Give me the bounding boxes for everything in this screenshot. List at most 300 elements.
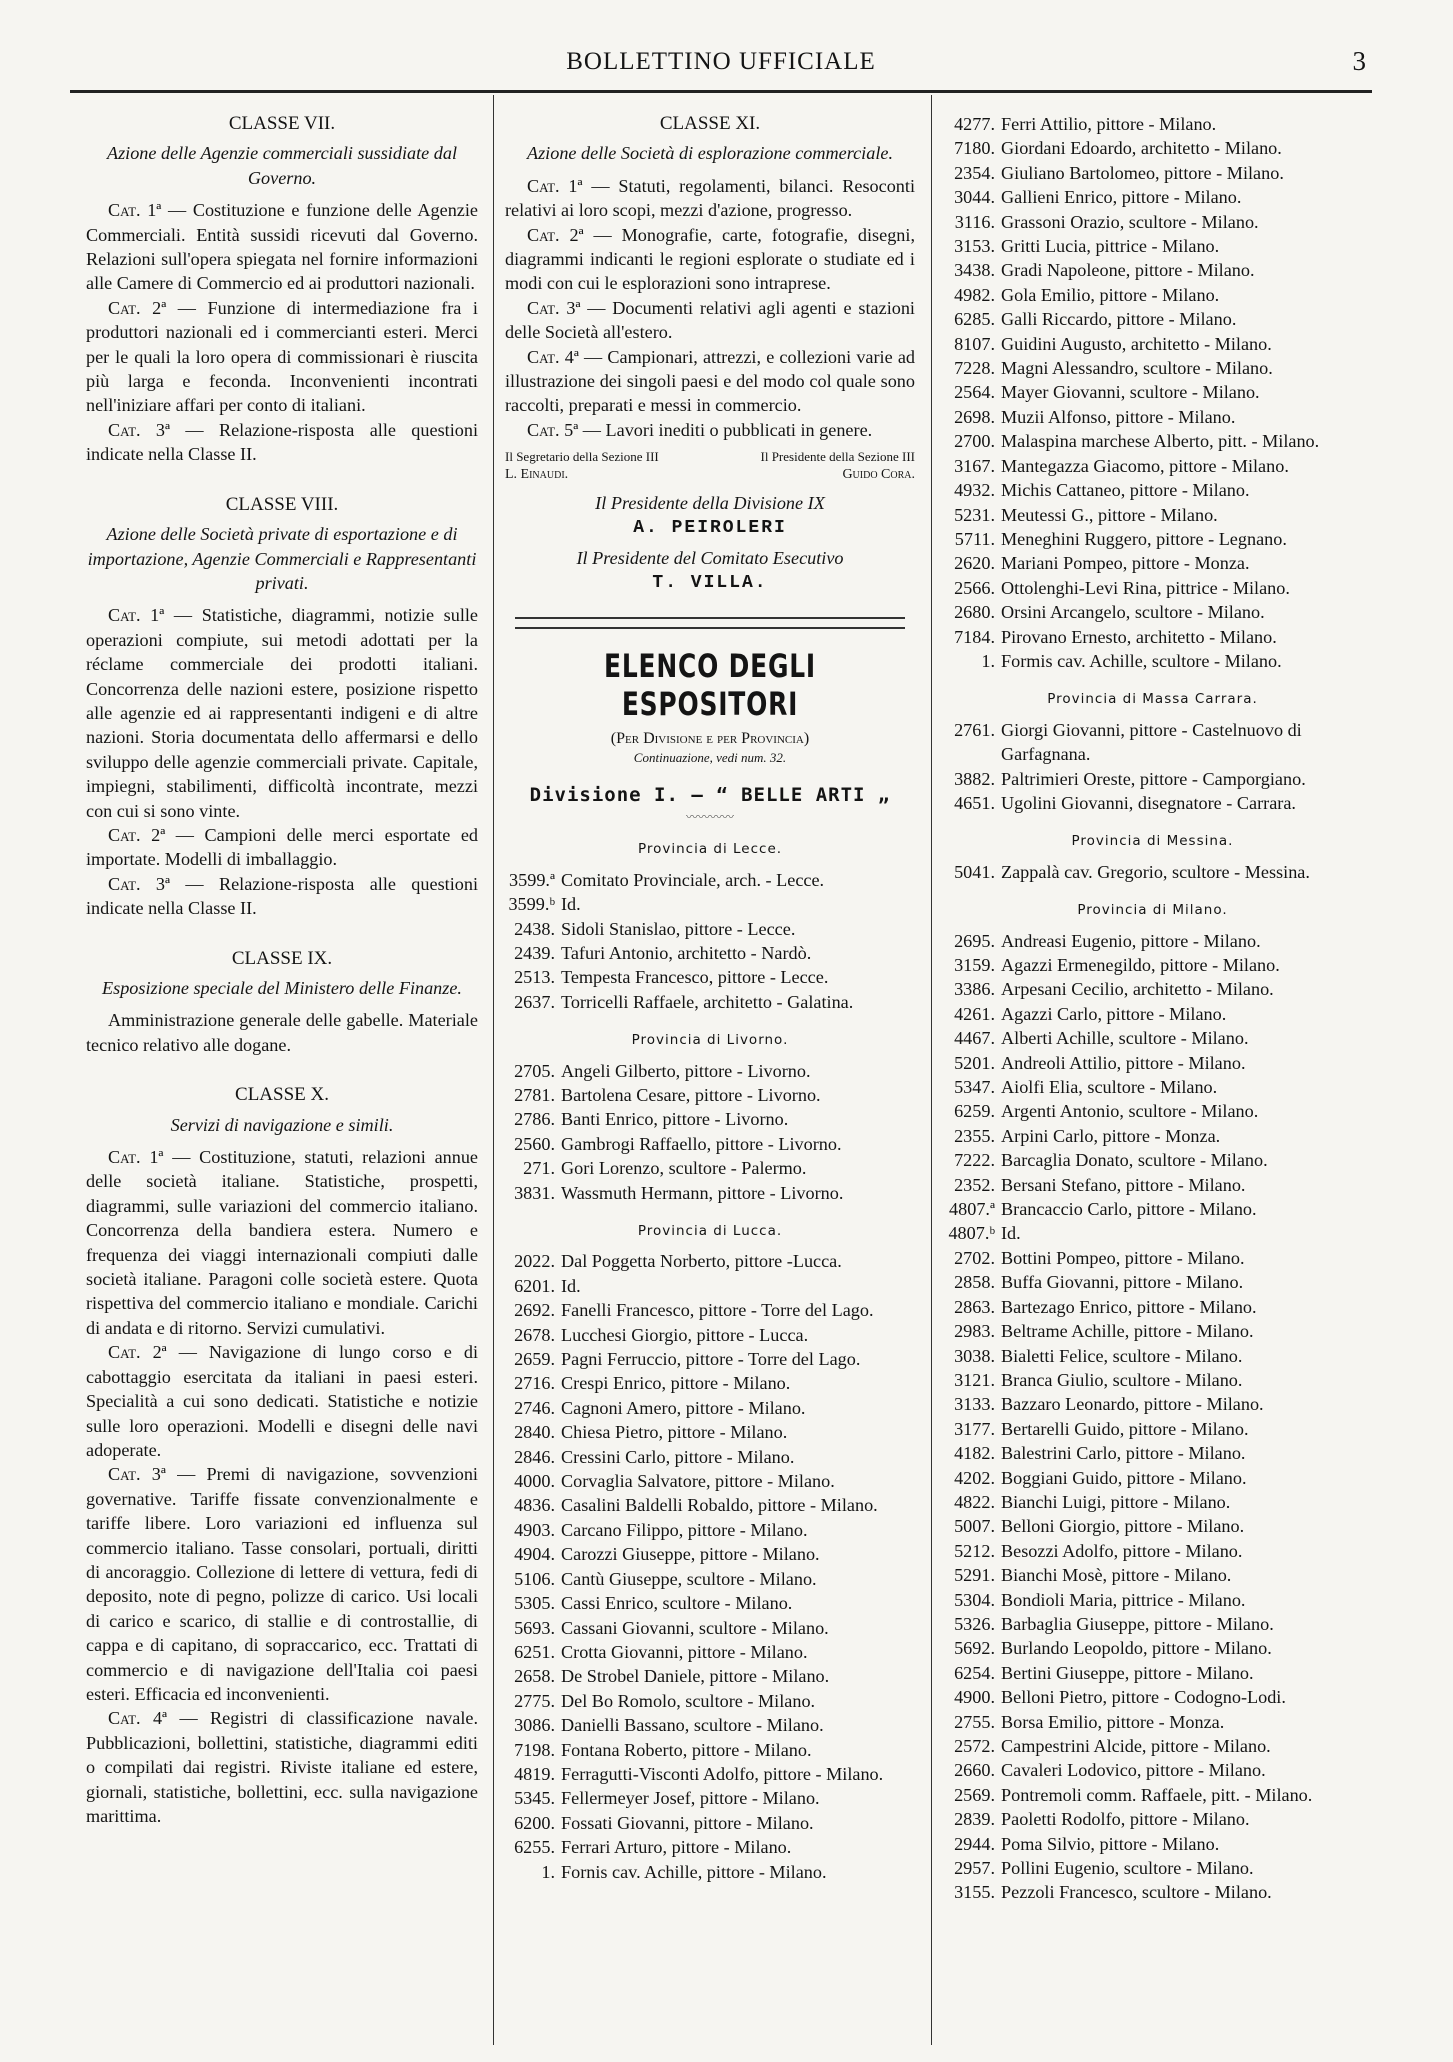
exhibitor-number: 2702. (954, 1247, 995, 1268)
exhibitor-text: Malaspina marchese Alberto, pitt. - Milano. (1001, 431, 1320, 452)
exhibitor-text: Giorgi Giovanni, pittore - Castelnuovo di (1001, 719, 1302, 740)
exhibitor-number: 4182. (954, 1443, 995, 1464)
exhibitor-text: Michis Cattaneo, pittore - Milano. (1001, 480, 1250, 501)
paragraph-text: — Documenti relativi agli agenti e stazioni delle Società all'estero. (505, 297, 915, 343)
exhibitor-entry (945, 185, 1360, 209)
exhibitor-entry (505, 1542, 915, 1566)
exhibitor-text: Mantegazza Giacomo, pittore - Milano. (1001, 455, 1289, 476)
column-divider (493, 95, 494, 2045)
exhibitor-number: 4000. (514, 1471, 555, 1492)
exhibitor-number: 2716. (514, 1373, 555, 1394)
exhibitor-number: 2569. (954, 1784, 995, 1805)
exhibitor-number: 1. (981, 650, 995, 671)
exhibitor-entry (505, 1786, 915, 1810)
exhibitor-entry (505, 941, 915, 965)
paragraph-text: — Relazione-risposta alle questioni indicate nella Classe II. (86, 419, 478, 465)
exhibitor-number: 3044. (954, 187, 995, 208)
paragraph-text: — Monografie, carte, fotografie, disegni, diagrammi indicanti le regioni esplorate o studiate ed i modi con cui le esplorazioni sono intraprese. (505, 224, 915, 294)
exhibitor-number: 2678. (514, 1324, 555, 1345)
exhibitor-entry (505, 1323, 915, 1347)
division-president-name: A. PEIROLERI (633, 517, 787, 538)
exhibitor-number: 4903. (514, 1519, 555, 1540)
exhibitor-entry (945, 332, 1360, 356)
exhibitor-text: Bersani Stefano, pittore - Milano. (1001, 1174, 1246, 1195)
paragraph-text: — Navigazione di lungo corso e di cabottaggio esercitata da italiani in paesi esteri. Specialità a cui sono dedicati. Statistiche e notizie sulle loro operazioni. Modelli e disegni delle navi adoperate. (86, 1342, 478, 1460)
exhibitor-number: 6200. (514, 1812, 555, 1833)
exhibitor-number: 4900. (954, 1687, 995, 1708)
exhibitor-number: 7228. (954, 358, 995, 379)
exhibitor-number: 2781. (514, 1084, 555, 1105)
exhibitor-text: Formis cav. Achille, scultore - Milano. (1001, 650, 1282, 671)
category-label: Cat. 1ª (108, 605, 165, 626)
exhibitor-entry (945, 478, 1360, 502)
exhibitor-text: Torricelli Raffaele, architetto - Galatina. (561, 991, 854, 1012)
column-left (86, 112, 478, 1828)
exhibitor-number: 5041. (954, 861, 995, 882)
exhibitor-entry (945, 1002, 1360, 1026)
section-title: CLASSE IX. (231, 947, 333, 969)
exhibitor-number: 3599.ᵇ (508, 894, 555, 915)
exhibitor-text: Ferri Attilio, pittore - Milano. (1001, 114, 1217, 134)
exhibitor-entry (505, 1640, 915, 1664)
exhibitor-text: Lucchesi Giorgio, pittore - Lucca. (561, 1324, 809, 1345)
exhibitor-number: 3086. (514, 1715, 555, 1736)
exhibitor-entry (945, 1026, 1360, 1050)
exhibitor-number: 6285. (954, 309, 995, 330)
exhibitor-text: Muzii Alfonso, pittore - Milano. (1001, 406, 1236, 427)
exhibitor-text: Boggiani Guido, pittore - Milano. (1001, 1467, 1247, 1488)
paragraph (505, 296, 915, 345)
exhibitor-number: 2692. (514, 1300, 555, 1321)
exhibitor-number: 2620. (954, 553, 995, 574)
exhibitor-text: Cressini Carlo, pittore - Milano. (561, 1446, 795, 1467)
paragraph (86, 418, 478, 467)
exhibitor-entry (945, 791, 1360, 815)
section-subtitle: Esposizione speciale del Ministero delle Finanze. (102, 978, 462, 998)
exhibitor-text: Del Bo Romolo, scultore - Milano. (561, 1690, 816, 1711)
exhibitor-number: 4261. (954, 1003, 995, 1024)
exhibitor-entry (945, 1710, 1360, 1734)
exhibitor-entry (505, 1181, 915, 1205)
exhibitor-list (505, 1059, 915, 1205)
exhibitor-number: 1. (541, 1861, 555, 1882)
exhibitor-entry (505, 1371, 915, 1395)
exhibitor-entry (945, 1588, 1360, 1612)
paragraph (86, 603, 478, 823)
exhibitor-entry (945, 1661, 1360, 1685)
exhibitor-number: 7198. (514, 1739, 555, 1760)
category-label: Cat. 3ª (527, 297, 581, 318)
exhibitor-number: 6201. (514, 1275, 555, 1296)
exhibitor-text: Crotta Giovanni, pittore - Milano. (561, 1641, 808, 1662)
exhibitor-text: Beltrame Achille, pittore - Milano. (1001, 1321, 1254, 1342)
exhibitor-text: Mariani Pompeo, pittore - Monza. (1001, 553, 1250, 574)
exhibitor-entry (945, 1466, 1360, 1490)
exhibitor-entry (505, 1567, 915, 1591)
exhibitor-text: Mayer Giovanni, scultore - Milano. (1001, 382, 1260, 403)
decorative-rule (515, 617, 905, 629)
exhibitor-entry (505, 1274, 915, 1298)
exhibitor-text: Pezzoli Francesco, scultore - Milano. (1001, 1882, 1272, 1903)
exhibitor-text: Buffa Giovanni, pittore - Milano. (1001, 1272, 1244, 1293)
exhibitor-entry (945, 503, 1360, 527)
exhibitor-text: Fontana Roberto, pittore - Milano. (561, 1739, 812, 1760)
exhibitor-text: Id. (1001, 1223, 1021, 1244)
exhibitor-text: Banti Enrico, pittore - Livorno. (561, 1109, 789, 1130)
exhibitor-number: 2660. (954, 1760, 995, 1781)
exhibitor-number: 2560. (514, 1133, 555, 1154)
exhibitor-number: 3438. (954, 260, 995, 281)
exhibitor-number: 5304. (954, 1589, 995, 1610)
exhibitor-number: 2355. (954, 1125, 995, 1146)
exhibitor-text: Pagni Ferruccio, pittore - Torre del Lago. (561, 1349, 861, 1370)
exhibitor-text: Gori Lorenzo, scultore - Palermo. (561, 1158, 807, 1179)
exhibitor-list (505, 868, 915, 1014)
exhibitor-entry (505, 917, 915, 941)
exhibitor-number: 3133. (954, 1394, 995, 1415)
paragraph-text: — Campioni delle merci esportate ed importate. Modelli di imballaggio. (86, 824, 478, 870)
exhibitor-number: 5291. (954, 1565, 995, 1586)
exhibitor-entry (945, 1441, 1360, 1465)
exhibitor-entry (945, 112, 1360, 136)
exhibitor-text: De Strobel Daniele, pittore - Milano. (561, 1666, 830, 1687)
exhibitor-entry (945, 1612, 1360, 1636)
exhibitor-number: 2680. (954, 602, 995, 623)
exhibitor-number: 6251. (514, 1641, 555, 1662)
exhibitor-text: Poma Silvio, pittore - Milano. (1001, 1833, 1220, 1854)
paragraph (86, 1462, 478, 1706)
exhibitor-entry (945, 929, 1360, 953)
exhibitor-entry (945, 454, 1360, 478)
category-label: Cat. 3ª (108, 873, 171, 894)
exhibitor-text: Besozzi Adolfo, pittore - Milano. (1001, 1540, 1243, 1561)
exhibitor-text: Fossati Giovanni, pittore - Milano. (561, 1812, 814, 1833)
province-heading: Provincia di Massa Carrara. (1047, 691, 1258, 708)
exhibitor-text: Balestrini Carlo, pittore - Milano. (1001, 1443, 1246, 1464)
exhibitor-entry (945, 1344, 1360, 1368)
exhibitor-text: Aiolfi Elia, scultore - Milano. (1001, 1077, 1218, 1098)
exhibitor-entry (945, 576, 1360, 600)
exhibitor-number: 4904. (514, 1544, 555, 1565)
exhibitor-number: 2858. (954, 1272, 995, 1293)
exhibitor-text: Guidini Augusto, architetto - Milano. (1001, 333, 1272, 354)
exhibitor-text: Cantù Giuseppe, scultore - Milano. (561, 1568, 817, 1589)
exhibitor-text: Gallieni Enrico, pittore - Milano. (1001, 187, 1242, 208)
paragraph (86, 198, 478, 296)
exhibitor-text: Bialetti Felice, scultore - Milano. (1001, 1345, 1243, 1366)
exhibitor-entry (945, 977, 1360, 1001)
exhibitor-text: Wassmuth Hermann, pittore - Livorno. (561, 1182, 844, 1203)
exhibitor-number: 3116. (954, 211, 995, 232)
exhibitor-entry (945, 1319, 1360, 1343)
category-label: Cat. 1ª (527, 175, 583, 196)
paragraph-text: — Statistiche, diagrammi, notizie sulle operazioni compiute, sui metodi adottati per la réclame commerciale dei prodotti italiani. Concorrenza delle nazioni estere, posizione rispetto alle agenzie ed ai rappresentanti indigeni e di altre nazioni. Storia documentata dello affermarsi e dello sviluppo delle agenzie commerciali private. Capitale, impiegni, stabilimenti, difficoltà incontrate, mezzi con cui si sono vinte. (86, 605, 479, 821)
exhibitor-entry (505, 1083, 915, 1107)
exhibitor-entry (945, 527, 1360, 551)
category-label: Cat. 2ª (108, 1342, 167, 1363)
exhibitor-text: Pirovano Ernesto, architetto - Milano. (1001, 626, 1277, 647)
exhibitor-list (505, 1249, 915, 1884)
exhibitor-entry (505, 892, 915, 916)
exhibitor-text: Bianchi Mosè, pittore - Milano. (1001, 1565, 1232, 1586)
classe-vii (86, 112, 478, 467)
exhibitor-entry (945, 1099, 1360, 1123)
president-label: Il Presidente della Sezione III (760, 449, 915, 465)
exhibitor-number: 4932. (954, 480, 995, 501)
exhibitor-number: 5347. (954, 1077, 995, 1098)
paragraph (86, 1706, 478, 1828)
exhibitor-entry (945, 1368, 1360, 1392)
exhibitor-entry (505, 1835, 915, 1859)
exhibitor-text: Agazzi Ermenegildo, pittore - Milano. (1001, 955, 1280, 975)
exhibitor-number: 2700. (954, 431, 995, 452)
exhibitor-number: 2863. (954, 1296, 995, 1317)
exhibitor-text: Pollini Eugenio, scultore - Milano. (1001, 1858, 1254, 1879)
exhibitor-text: Ferrari Arturo, pittore - Milano. (561, 1837, 792, 1858)
exhibitor-number: 4202. (954, 1467, 995, 1488)
exhibitor-text: Tafuri Antonio, architetto - Nardò. (561, 942, 812, 963)
exhibitor-text: Comitato Provinciale, arch. - Lecce. (561, 869, 825, 890)
exhibitor-text: Id. (561, 1275, 581, 1296)
paragraph (86, 872, 478, 921)
province-heading: Provincia di Milano. (1077, 902, 1228, 919)
exhibitor-text: Argenti Antonio, scultore - Milano. (1001, 1101, 1259, 1122)
exhibitor-number: 2564. (954, 382, 995, 403)
wave-ornament: 〰〰〰〰 (685, 810, 734, 825)
exhibitor-number: 7222. (954, 1150, 995, 1171)
exhibitor-number: 3599.ª (509, 869, 555, 890)
exhibitor-entry (505, 1298, 915, 1322)
exhibitor-text: Gritti Lucia, pittrice - Milano. (1001, 236, 1220, 257)
exhibitor-number: 6259. (954, 1101, 995, 1122)
category-label: Cat. 3ª (108, 1464, 166, 1485)
exhibitor-entry (945, 1295, 1360, 1319)
exhibitor-number: 2944. (954, 1833, 995, 1854)
paragraph-text: — Campionari, attrezzi, e collezioni varie ad illustrazione dei singoli paesi e del modo col quale sono raccolti, preparati e messi in commercio. (505, 346, 916, 416)
exhibitor-text: Belloni Pietro, pittore - Codogno-Lodi. (1001, 1687, 1286, 1708)
exhibitor-text: Borsa Emilio, pittore - Monza. (1001, 1711, 1225, 1732)
exhibitor-number: 3167. (954, 455, 995, 476)
exhibitor-number: 5326. (954, 1613, 995, 1634)
exhibitor-number: 3153. (954, 236, 995, 257)
exhibitor-number: 2695. (954, 930, 995, 951)
exhibitor-entry-continued (945, 742, 1360, 766)
exhibitor-number: 2775. (514, 1690, 555, 1711)
exhibitor-text: Tempesta Francesco, pittore - Lecce. (561, 967, 829, 988)
exhibitor-entry (945, 405, 1360, 429)
committee-president-label: Il Presidente del Comitato Esecutivo (576, 548, 844, 569)
exhibitor-entry (945, 649, 1360, 673)
exhibitor-text: Ferragutti-Visconti Adolfo, pittore - Milano. (561, 1763, 884, 1784)
column-right (945, 112, 1360, 1905)
exhibitor-list (945, 929, 1360, 1905)
exhibitor-text: Garfagnana. (1001, 744, 1091, 765)
exhibitor-entry (505, 1469, 915, 1493)
paragraph (86, 1145, 478, 1340)
exhibitor-text: Gradi Napoleone, pittore - Milano. (1001, 260, 1255, 281)
section-subtitle: Servizi di navigazione e simili. (170, 1114, 394, 1135)
exhibitor-number: 2983. (954, 1321, 995, 1342)
exhibitor-entry (945, 551, 1360, 575)
exhibitor-number: 5692. (954, 1638, 995, 1659)
exhibitor-text: Bertini Giuseppe, pittore - Milano. (1001, 1662, 1254, 1683)
exhibitor-text: Bazzaro Leonardo, pittore - Milano. (1001, 1394, 1264, 1415)
exhibitor-number: 5345. (514, 1788, 555, 1809)
exhibitor-number: 2438. (514, 918, 555, 939)
exhibitor-list (945, 112, 1360, 673)
category-label: Cat. 3ª (108, 419, 171, 440)
exhibitor-number: 4807.ª (949, 1199, 995, 1220)
exhibitor-text: Giordani Edoardo, architetto - Milano. (1001, 138, 1282, 159)
exhibitor-entry (945, 258, 1360, 282)
section-title: CLASSE VII. (228, 113, 336, 134)
classe-x (86, 1083, 478, 1828)
exhibitor-text: Grassoni Orazio, scultore - Milano. (1001, 211, 1259, 232)
exhibitor-number: 3155. (954, 1882, 995, 1903)
province-heading: Provincia di Livorno. (631, 1032, 789, 1049)
exhibitor-entry (945, 1417, 1360, 1441)
paragraph (505, 223, 915, 296)
exhibitor-text: Cavaleri Lodovico, pittore - Milano. (1001, 1760, 1266, 1781)
paragraph (86, 296, 478, 418)
exhibitor-entry (945, 625, 1360, 649)
exhibitor-text: Magni Alessandro, scultore - Milano. (1001, 358, 1273, 379)
exhibitor-number: 6254. (954, 1662, 995, 1683)
exhibitor-text: Id. (561, 894, 581, 915)
exhibitor-entry (505, 1591, 915, 1615)
exhibitor-text: Carcano Filippo, pittore - Milano. (561, 1519, 808, 1540)
exhibitor-list (945, 767, 1360, 816)
exhibitor-entry (505, 1738, 915, 1762)
section-title: CLASSE XI. (659, 113, 761, 134)
exhibitor-entry (945, 1075, 1360, 1099)
exhibitor-number: 3121. (954, 1369, 995, 1390)
exhibitor-number: 2957. (954, 1858, 995, 1879)
exhibitor-entry (945, 1856, 1360, 1880)
paragraph (86, 823, 478, 872)
exhibitor-list (945, 860, 1360, 884)
exhibitor-entry (505, 1347, 915, 1371)
exhibitor-text: Giuliano Bartolomeo, pittore - Milano. (1001, 162, 1284, 183)
exhibitor-number: 2840. (514, 1422, 555, 1443)
exhibitor-number: 2637. (514, 991, 555, 1012)
exhibitor-entry (505, 1713, 915, 1737)
exhibitor-number: 3159. (954, 955, 995, 975)
exhibitor-number: 3038. (954, 1345, 995, 1366)
classe-viii (86, 493, 478, 921)
column-divider (931, 95, 932, 2045)
exhibitor-entry (945, 600, 1360, 624)
exhibitor-entry (505, 1811, 915, 1835)
exhibitor-entry (945, 953, 1360, 977)
exhibitor-text: Brancaccio Carlo, pittore - Milano. (1001, 1199, 1257, 1220)
exhibitor-entry (505, 1616, 915, 1640)
exhibitor-entry (505, 1420, 915, 1444)
category-label: Cat. 4ª (527, 346, 579, 367)
exhibitor-number: 2354. (954, 162, 995, 183)
exhibitor-text: Bartolena Cesare, pittore - Livorno. (561, 1084, 821, 1105)
paragraph (505, 418, 915, 442)
exhibitor-text: Meutessi G., pittore - Milano. (1001, 504, 1218, 525)
exhibitor-number: 4982. (954, 284, 995, 305)
exhibitor-text: Barbaglia Giuseppe, pittore - Milano. (1001, 1613, 1274, 1634)
exhibitor-number: 5305. (514, 1593, 555, 1614)
exhibitor-text: Gambrogi Raffaello, pittore - Livorno. (561, 1133, 842, 1154)
exhibitor-text: Arpini Carlo, pittore - Monza. (1001, 1125, 1221, 1146)
signature-block (505, 448, 915, 595)
exhibitor-entry (945, 1197, 1360, 1221)
exhibitor-text: Burlando Leopoldo, pittore - Milano. (1001, 1638, 1272, 1659)
exhibitor-text: Agazzi Carlo, pittore - Milano. (1001, 1003, 1227, 1024)
paragraph-text: — Funzione di intermediazione fra i produttori nazionali ed i commercianti esteri. Merci per le quali la loro opera di commissionari è riuscita più larga e feconda. Inconvenienti incontrati nell'iniziare affari per conto di italiani. (86, 297, 478, 416)
exhibitor-text: Alberti Achille, scultore - Milano. (1001, 1028, 1249, 1049)
exhibitor-text: Belloni Giorgio, pittore - Milano. (1001, 1516, 1245, 1537)
exhibitor-number: 5007. (954, 1516, 995, 1537)
exhibitor-text: Meneghini Ruggero, pittore - Legnano. (1001, 528, 1287, 549)
exhibitor-number: 4277. (954, 114, 995, 134)
exhibitor-entry (945, 234, 1360, 258)
exhibitor-number: 3882. (954, 768, 995, 789)
exhibitor-text: Arpesani Cecilio, architetto - Milano. (1001, 979, 1274, 1000)
exhibitor-entry (945, 1636, 1360, 1660)
exhibitor-entry (505, 1156, 915, 1180)
exhibitor-number: 2755. (954, 1711, 995, 1732)
exhibitor-entry (505, 1059, 915, 1083)
exhibitor-text: Carozzi Giuseppe, pittore - Milano. (561, 1544, 820, 1565)
exhibitor-entry (505, 1493, 915, 1517)
exhibitor-text: Bondioli Maria, pittrice - Milano. (1001, 1589, 1246, 1610)
exhibitor-text: Branca Giulio, scultore - Milano. (1001, 1369, 1243, 1390)
exhibitor-entry (945, 767, 1360, 791)
province-heading: Provincia di Messina. (1071, 833, 1234, 850)
committee-president-name: T. VILLA. (652, 572, 768, 593)
exhibitor-number: 2352. (954, 1174, 995, 1195)
elenco-subtitle: (Per Divisione e per Provincia) (610, 729, 810, 747)
exhibitor-entry (945, 1270, 1360, 1294)
exhibitor-entry (505, 868, 915, 892)
exhibitor-text: Bianchi Luigi, pittore - Milano. (1001, 1491, 1231, 1512)
exhibitor-number: 3831. (514, 1182, 555, 1203)
exhibitor-entry (945, 1783, 1360, 1807)
section-subtitle: Azione delle Società private di esportazione e di importazione, Agenzie Commerciali e Rappresentanti privati. (87, 524, 477, 593)
exhibitor-entry (945, 860, 1360, 884)
paragraph (505, 345, 915, 418)
exhibitor-text: Chiesa Pietro, pittore - Milano. (561, 1422, 788, 1443)
province-heading: Provincia di Lecce. (637, 841, 783, 858)
exhibitor-number: 5212. (954, 1540, 995, 1561)
exhibitor-number: 4819. (514, 1763, 555, 1784)
category-label: Cat. 2ª (108, 824, 166, 845)
category-label: Cat. 2ª (527, 224, 584, 245)
classe-ix (86, 947, 478, 1058)
exhibitor-text: Ugolini Giovanni, disegnatore - Carrara. (1001, 792, 1296, 813)
paragraph (86, 1340, 478, 1462)
exhibitor-entry (945, 1490, 1360, 1514)
division-president-label: Il Presidente della Divisione IX (595, 493, 825, 514)
exhibitor-number: 271. (523, 1158, 555, 1179)
exhibitor-text: Galli Riccardo, pittore - Milano. (1001, 309, 1237, 330)
elenco-title: ELENCO DEGLI ESPOSITORI (604, 646, 816, 723)
exhibitor-entry (505, 1107, 915, 1131)
exhibitor-number: 4836. (514, 1495, 555, 1516)
publication-title: BOLLETTINO UFFICIALE (566, 48, 876, 75)
exhibitor-entry (945, 429, 1360, 453)
exhibitor-text: Barcaglia Donato, scultore - Milano. (1001, 1150, 1268, 1171)
exhibitor-entry (945, 1685, 1360, 1709)
exhibitor-entry (505, 990, 915, 1014)
exhibitor-number: 2658. (514, 1666, 555, 1687)
exhibitor-entry (505, 1860, 915, 1884)
